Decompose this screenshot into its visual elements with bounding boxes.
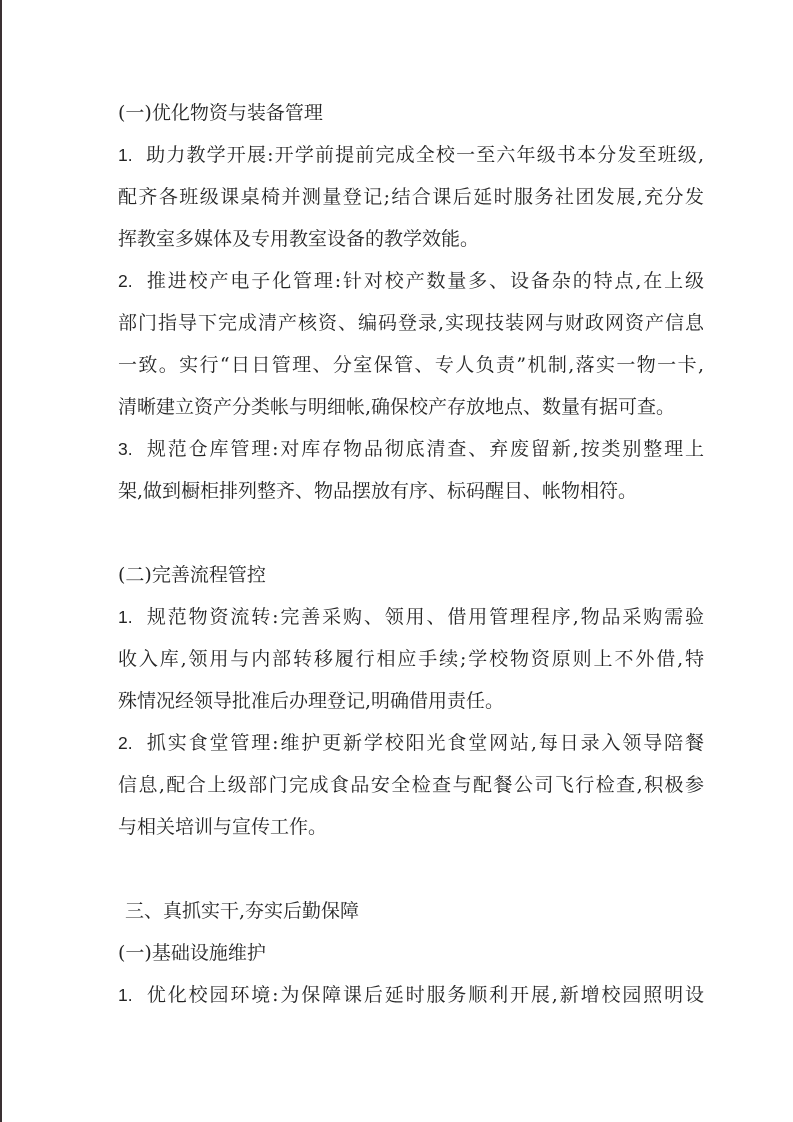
section-heading: 三、真抓实干,夯实后勤保障 (125, 900, 360, 922)
numbered-paragraph (118, 974, 704, 1016)
text-line: 1. 助力教学开展:开学前提前完成全校一至六年级书本分发至班级, (118, 134, 704, 176)
section-heading: (一)优化物资与装备管理 (118, 102, 323, 124)
numbered-paragraph (118, 596, 704, 722)
text-line: 与相关培训与宣传工作。 (118, 816, 328, 838)
list-number: 2. (118, 733, 133, 753)
text-line: 清晰建立资产分类帐与明细帐,确保校产存放地点、数量有据可查。 (118, 396, 676, 418)
blank-line (118, 848, 704, 890)
text-line: 收入库,领用与内部转移履行相应手续;学校物资原则上不外借,特 (118, 648, 704, 670)
text-line: 挥教室多媒体及专用教室设备的教学效能。 (118, 228, 480, 250)
text-line: 配齐各班级课桌椅并测量登记;结合课后延时服务社团发展,充分发 (118, 186, 704, 208)
text-line: 2. 抓实食堂管理:维护更新学校阳光食堂网站,每日录入领导陪餐 (118, 722, 704, 764)
text-line: 1. 优化校园环境:为保障课后延时服务顺利开展,新增校园照明设 (118, 974, 704, 1016)
numbered-paragraph (118, 260, 704, 428)
list-number: 1. (118, 607, 133, 627)
text-line: 信息,配合上级部门完成食品安全检查与配餐公司飞行检查,积极参 (118, 774, 704, 796)
numbered-paragraph (118, 428, 704, 512)
numbered-paragraph (118, 134, 704, 260)
section-heading: (二)完善流程管控 (118, 564, 266, 586)
page-left-edge (0, 0, 2, 1122)
text-line: 部门指导下完成清产核资、编码登录,实现技装网与财政网资产信息 (118, 312, 704, 334)
list-number: 2. (118, 271, 133, 291)
text-line: 3. 规范仓库管理:对库存物品彻底清查、弃废留新,按类别整理上 (118, 428, 704, 470)
numbered-paragraph (118, 722, 704, 848)
section-heading: (一)基础设施维护 (118, 942, 266, 964)
text-line: 架,做到橱柜排列整齐、物品摆放有序、标码醒目、帐物相符。 (118, 480, 638, 502)
list-number: 1. (118, 985, 133, 1005)
blank-line (118, 512, 704, 554)
text-line: 一致。实行“日日管理、分室保管、专人负责”机制,落实一物一卡, (118, 354, 704, 376)
list-number: 3. (118, 439, 133, 459)
text-line: 殊情况经领导批准后办理登记,明确借用责任。 (118, 690, 505, 712)
text-line: 2. 推进校产电子化管理:针对校产数量多、设备杂的特点,在上级 (118, 260, 704, 302)
text-line: 1. 规范物资流转:完善采购、领用、借用管理程序,物品采购需验 (118, 596, 704, 638)
list-number: 1. (118, 145, 133, 165)
document-body (118, 92, 704, 1016)
